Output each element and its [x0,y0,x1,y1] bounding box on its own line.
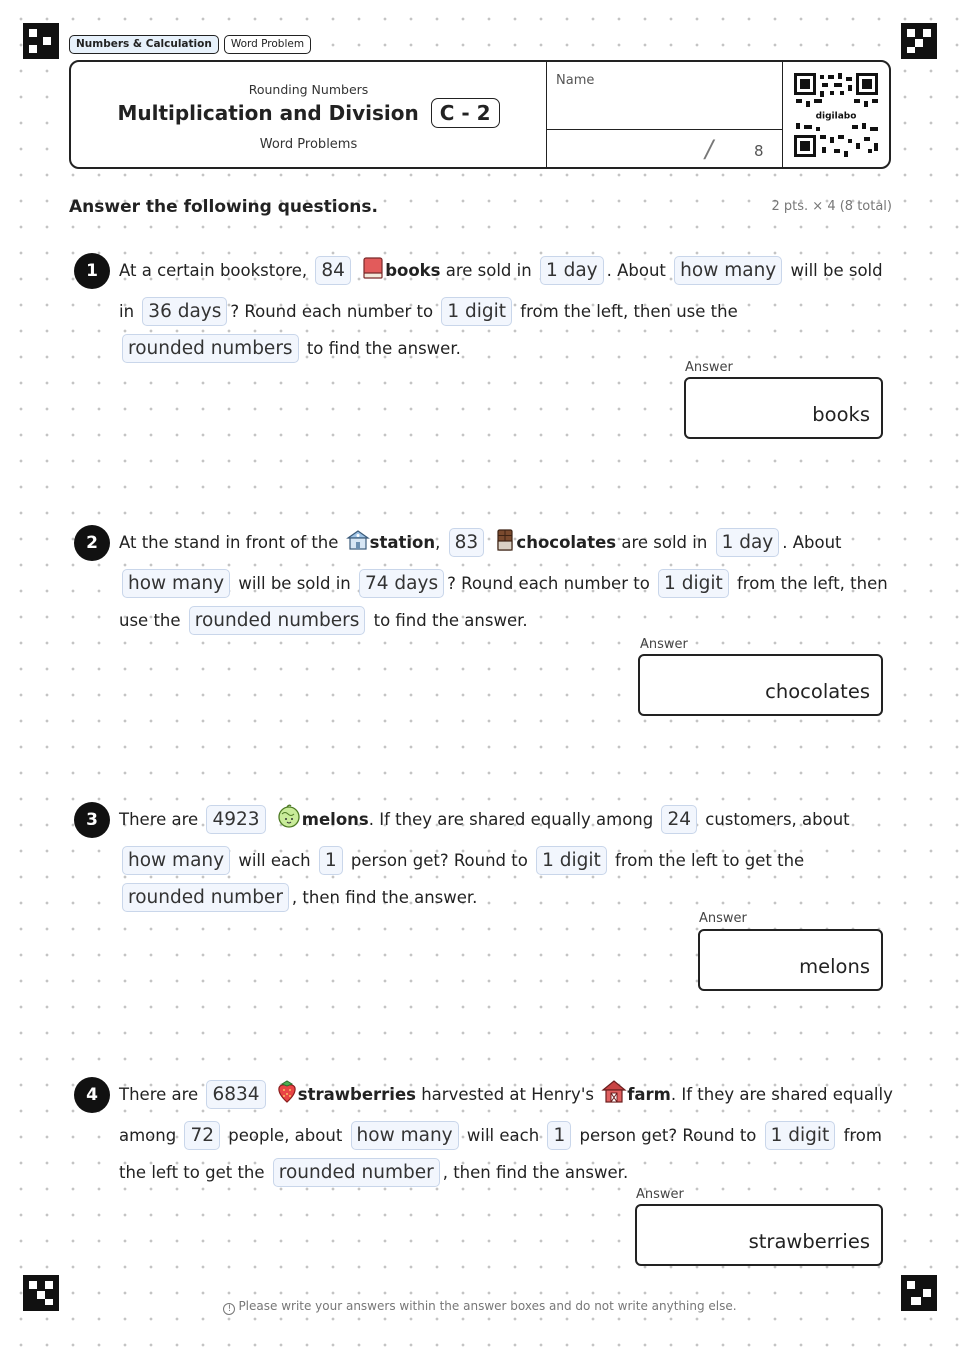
value-box: 1 digit [765,1121,836,1150]
worksheet-code: C - 2 [431,98,500,128]
name-divider [547,129,783,130]
value-box: how many [674,256,782,285]
title-block [71,62,546,167]
worksheet-header [69,60,891,169]
answer-unit-1: books [812,403,870,426]
melon-icon [276,803,302,842]
value-box: how many [122,846,230,875]
answer-label-2: Answer [640,637,688,652]
value-box: how many [122,569,230,598]
name-label: Name [556,73,595,88]
qr-area [782,62,889,167]
question-text-1: At a certain bookstore, 84 books are sold in 1 day . About how many will be sold in 36 days ? Round each number to 1 digit from the left, then use the rounded numbers to find the answer. [119,252,894,367]
answer-label-4: Answer [636,1187,684,1202]
value-box: 72 [184,1121,220,1150]
value-box: 1 digit [536,846,607,875]
qr-code-icon [794,73,878,157]
answer-label-3: Answer [699,911,747,926]
footer-text: Please write your answers within the answer boxes and do not write anything else. [238,1299,737,1313]
answer-box-2[interactable] [638,654,883,716]
header-subtitle: Rounding Numbers [248,82,369,97]
corner-marker-top-right [901,23,937,59]
question-text-3: There are 4923 melons. If they are shared equally among 24 customers, about how many will each 1 person get? Round to 1 digit from the left to get the rounded number , then find the answer. [119,801,894,916]
question-number-1: 1 [74,253,110,289]
answer-box-1[interactable] [684,377,883,439]
page-title: Multiplication and Division [117,101,419,125]
value-box: 1 day [540,256,604,285]
chocolate-icon [494,528,516,565]
value-box: 36 days [142,297,227,326]
answer-unit-4: strawberries [748,1230,870,1253]
answer-box-4[interactable] [635,1204,883,1266]
corner-marker-top-left [23,23,59,59]
value-box: 83 [449,528,485,557]
qr-brand-text: digilabo [815,111,857,122]
value-box: rounded numbers [122,334,299,363]
question-number-4: 4 [74,1077,110,1113]
farm-icon [601,1078,627,1117]
value-box: 1 [547,1121,571,1150]
value-box: how many [351,1121,459,1150]
question-text-4: There are 6834 strawberries harvested at Henry's farm. If they are shared equally among 72 people, about how many will each 1 person get? Round to 1 digit from the left to get the rounded number , then find the answer. [119,1076,894,1191]
station-icon [346,528,370,565]
value-box: 1 digit [441,297,512,326]
value-box: 4923 [206,805,265,834]
footer-note [0,1299,960,1315]
value-box: 74 days [359,569,444,598]
book-icon [361,256,385,293]
value-box: rounded number [122,883,289,912]
header-subtitle-2: Word Problems [259,137,358,152]
category-tag: Numbers & Calculation [69,35,219,54]
score-total: 8 [754,142,764,160]
question-text-2: At the stand in front of the station, 83 chocolates are sold in 1 day . About how many will be sold in 74 days ? Round each number to 1 digit from the left, then use the rounded numbers to find the answer. [119,524,894,639]
info-icon: ! [223,1303,235,1315]
name-field[interactable] [546,62,782,167]
answer-label-1: Answer [685,360,733,375]
type-tag: Word Problem [224,35,311,54]
value-box: 24 [661,805,697,834]
value-box: 1 day [716,528,780,557]
answer-box-3[interactable] [698,929,883,991]
question-number-3: 3 [74,802,110,838]
score-slash: / [705,135,714,163]
value-box: 1 [319,846,343,875]
value-box: 6834 [206,1080,265,1109]
question-number-2: 2 [74,525,110,561]
points-summary: 2 pts. × 4 (8 total) [771,199,892,214]
value-box: rounded numbers [189,606,366,635]
value-box: 1 digit [658,569,729,598]
instructions: Answer the following questions. [69,197,378,217]
value-box: rounded number [273,1158,440,1187]
category-tags [69,35,311,54]
answer-unit-3: melons [799,955,870,978]
value-box: 84 [315,256,351,285]
strawberry-icon [276,1078,298,1117]
answer-unit-2: chocolates [765,680,870,703]
